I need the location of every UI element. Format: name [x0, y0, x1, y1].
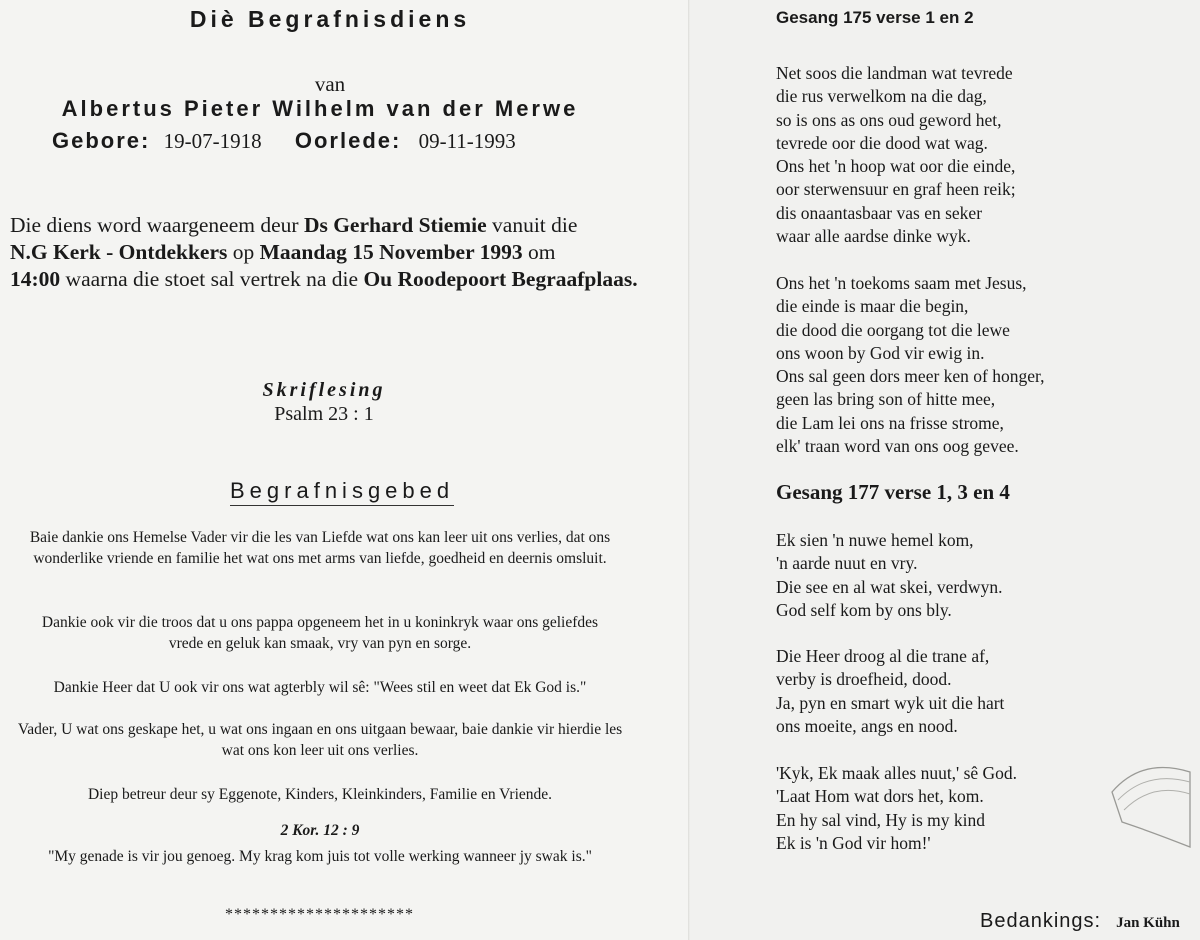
hymn-line: verby is droefheid, dood.	[776, 669, 952, 690]
born-date: 19-07-1918	[163, 129, 262, 153]
hymn-line: Ek is 'n God vir hom!'	[776, 832, 931, 853]
intro-text-5: waarna die stoet sal vertrek na die	[60, 267, 364, 291]
hymn-line: waar alle aardse dinke wyk.	[776, 226, 971, 247]
hymn-line: 'Kyk, Ek maak alles nuut,' sê God.	[776, 763, 1018, 783]
prayer-paragraph: Dankie Heer dat U ook vir ons wat agterbly wil sê: "Wees stil en weet dat Ek God is."	[53, 679, 587, 696]
minister-name: Ds Gerhard Stiemie	[303, 213, 487, 237]
hymn-line: oor sterwensuur en graf heen reik;	[776, 179, 1016, 200]
hymn-line: En hy sal vind, Hy is my kind	[776, 809, 986, 830]
book-sketch-icon	[1102, 752, 1192, 852]
prayer-paragraph: Diep betreur deur sy Eggenote, Kinders, Kleinkinders, Familie en Vriende.	[87, 786, 553, 803]
hymn-2-stanza	[776, 762, 1017, 855]
service-title: Diè Begrafnisdiens	[189, 6, 471, 32]
hymn-1-stanza	[776, 272, 1045, 458]
hymn-line: Ons het 'n toekoms saam met Jesus,	[776, 273, 1027, 293]
reading-reference: Psalm 23 : 1	[274, 403, 374, 425]
hymn-line: God self kom by ons bly.	[776, 599, 952, 620]
died-date: 09-11-1993	[418, 129, 516, 153]
died-label: Oorlede:	[294, 128, 402, 153]
intro-text-2: vanuit die	[486, 213, 578, 237]
intro-text-3: op	[227, 240, 260, 264]
hymn-2-stanza	[776, 645, 1004, 738]
reading-heading: Skriflesing	[262, 379, 386, 401]
born-label: Gebore:	[52, 128, 151, 153]
thanks-label: Bedankings:	[980, 910, 1102, 932]
right-page	[690, 0, 1200, 940]
hymn-line: 'Laat Hom wat dors het, kom.	[776, 786, 984, 807]
deceased-name: Albertus Pieter Wilhelm van der Merwe	[61, 96, 579, 121]
acknowledgements	[980, 910, 1180, 933]
intro-text-4: om	[522, 240, 556, 264]
scripture-reading	[0, 378, 648, 426]
van-text: van	[314, 72, 346, 96]
life-dates	[52, 128, 516, 154]
hymn-line: ons moeite, angs en nood.	[776, 715, 958, 736]
hymn-line: die einde is maar die begin,	[776, 296, 969, 317]
service-time: 14:00	[10, 267, 61, 291]
hymn-line: ons woon by God vir ewig in.	[776, 342, 985, 363]
hymn-1-stanza	[776, 62, 1016, 248]
hymn-line: Ja, pyn en smart wyk uit die hart	[776, 692, 1005, 713]
verse-reference: 2 Kor. 12 : 9	[280, 822, 360, 839]
prayer-paragraph: Vader, U wat ons geskape het, u wat ons ingaan en ons uitgaan bewaar, baie dankie vir hierdie les wat ons kon leer uit ons verlies.	[17, 721, 623, 759]
hymn-2-stanza	[776, 529, 1002, 622]
service-date: Maandag 15 November 1993	[259, 240, 523, 264]
star-divider: *********************	[225, 906, 414, 923]
prayer-paragraph: Baie dankie ons Hemelse Vader vir die les van Liefde wat ons kan leer uit ons verlies, dat ons wonderlike vriende en familie het wat ons met arms van liefde, goedheid en deernis omsluit.	[29, 529, 611, 567]
hymn-1-heading: Gesang 175 verse 1 en 2	[776, 8, 974, 27]
hymn-line: Ek sien 'n nuwe hemel kom,	[776, 530, 974, 550]
hymn-line: Die see en al wat skei, verdwyn.	[776, 576, 1003, 597]
hymn-line: Die Heer droog al die trane af,	[776, 646, 990, 666]
hymn-line: geen las bring son of hitte mee,	[776, 389, 996, 410]
hymn-line: 'n aarde nuut en vry.	[776, 553, 918, 574]
cemetery-name: Ou Roodepoort Begraafplaas.	[363, 267, 638, 291]
hymn-line: Net soos die landman wat tevrede	[776, 63, 1013, 83]
hymn-line: dis onaantasbaar vas en seker	[776, 202, 983, 223]
hymn-line: so is ons as ons oud geword het,	[776, 109, 1002, 130]
church-name: N.G Kerk - Ontdekkers	[10, 240, 228, 264]
verse-text: "My genade is vir jou genoeg. My krag kom juis tot volle werking wanneer jy swak is."	[48, 848, 592, 865]
hymn-line: die rus verwelkom na die dag,	[776, 86, 987, 107]
hymn-line: Ons sal geen dors meer ken of honger,	[776, 366, 1045, 387]
hymn-line: die dood die oorgang tot die lewe	[776, 319, 1010, 340]
hymn-line: tevrede oor die dood wat wag.	[776, 132, 988, 153]
intro-text-1: Die diens word waargeneem deur	[10, 213, 304, 237]
prayer-heading: Begrafnisgebed	[230, 478, 454, 506]
prayer-paragraph: Dankie ook vir die troos dat u ons pappa opgeneem het in u koninkryk waar ons geliefdes vrede en geluk kan smaak, vry van pyn en sorge.	[41, 614, 599, 652]
hymn-2-heading: Gesang 177 verse 1, 3 en 4	[776, 480, 1010, 504]
hymn-line: Ons het 'n hoop wat oor die einde,	[776, 156, 1016, 177]
service-details	[10, 212, 670, 293]
hymn-line: elk' traan word van ons oog gevee.	[776, 436, 1019, 457]
hymn-line: die Lam lei ons na frisse strome,	[776, 412, 1004, 433]
thanks-name: Jan Kühn	[1116, 915, 1180, 931]
